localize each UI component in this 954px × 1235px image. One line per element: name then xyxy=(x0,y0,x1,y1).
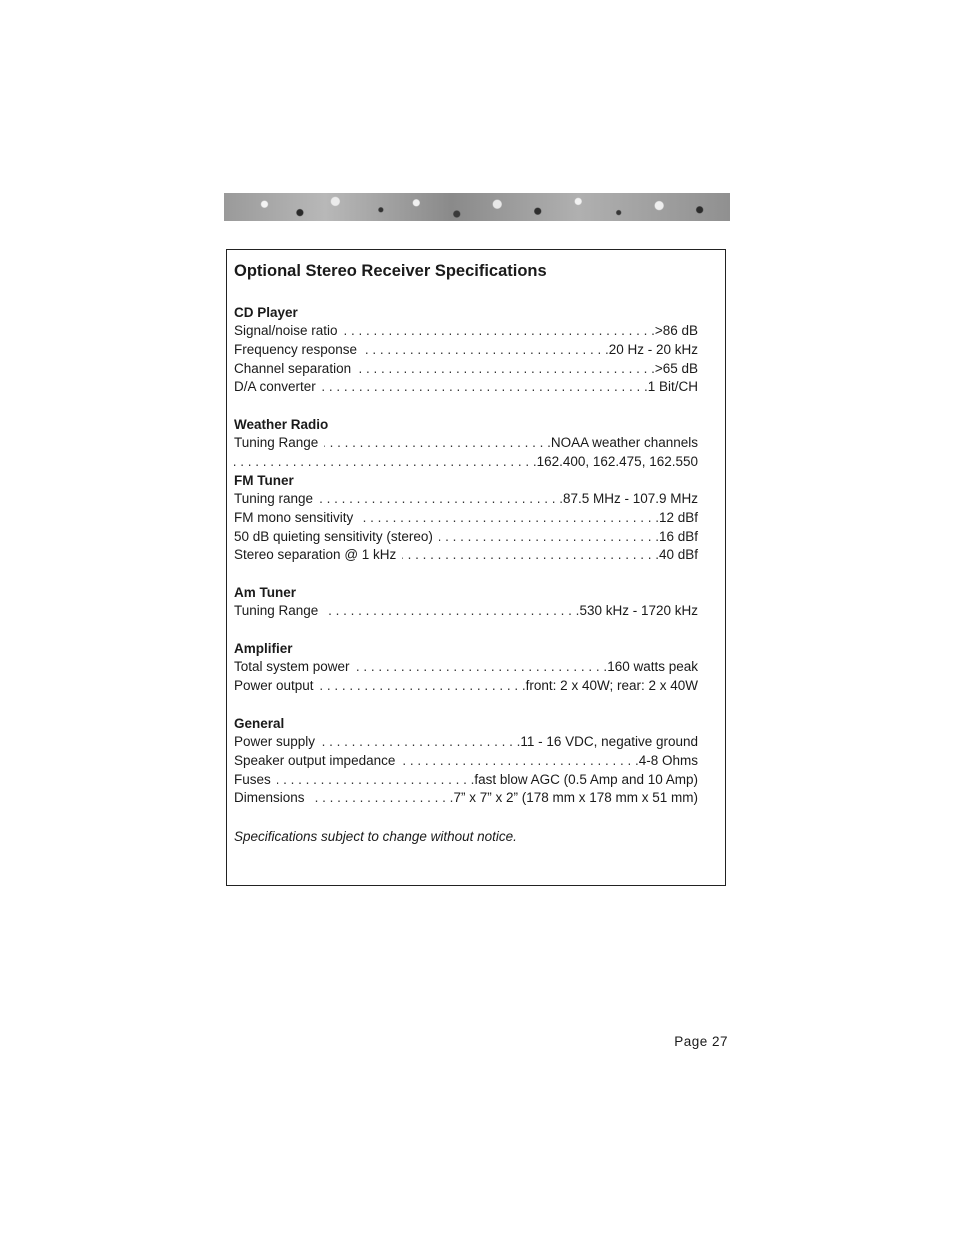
spec-row: Tuning range . . . 87.5 MHz - 107.9 MHz xyxy=(234,490,698,509)
section-amplifier xyxy=(234,639,698,696)
section-weather-radio xyxy=(234,415,698,472)
decorative-banner xyxy=(224,193,730,221)
spec-row: Speaker output impedance . . . 4-8 Ohms xyxy=(234,752,698,771)
section-general xyxy=(234,714,698,808)
spec-row: FM mono sensitivity . . . 12 dBf xyxy=(234,509,698,528)
section-am-tuner xyxy=(234,583,698,621)
spec-row: Stereo separation @ 1 kHz . . . 40 dBf xyxy=(234,546,698,565)
section-heading: Amplifier xyxy=(234,641,293,656)
spec-row: Fuses . . . fast blow AGC (0.5 Amp and 10 Amp) xyxy=(234,771,698,790)
section-fm-tuner xyxy=(234,471,698,565)
spec-row: Tuning Range . . . NOAA weather channels xyxy=(234,434,698,453)
page-number: Page 27 xyxy=(674,1034,728,1049)
spec-row: Signal/noise ratio . . . >86 dB xyxy=(234,322,698,341)
section-heading: FM Tuner xyxy=(234,473,294,488)
spec-row: Channel separation . . . >65 dB xyxy=(234,360,698,379)
spec-row: 50 dB quieting sensitivity (stereo) . . . 16 dBf xyxy=(234,528,698,547)
spec-row: Power supply . . . 11 - 16 VDC, negative ground xyxy=(234,733,698,752)
spec-row: Dimensions . . . 7” x 7” x 2” (178 mm x 178 mm x 51 mm) xyxy=(234,789,698,808)
spec-row: D/A converter . . . 1 Bit/CH xyxy=(234,378,698,397)
spec-row: Total system power . . . 160 watts peak xyxy=(234,658,698,677)
spec-row: Tuning Range . . . 530 kHz - 1720 kHz xyxy=(234,602,698,621)
section-heading: Weather Radio xyxy=(234,417,329,432)
spec-row: Frequency response . . . 20 Hz - 20 kHz xyxy=(234,341,698,360)
section-cd-player xyxy=(234,303,698,397)
spec-row: . . . 162.400, 162.475, 162.550 xyxy=(234,453,698,472)
section-heading: CD Player xyxy=(234,305,298,320)
section-heading: General xyxy=(234,716,285,731)
spec-row: Power output . . . front: 2 x 40W; rear: 2 x 40W xyxy=(234,677,698,696)
section-heading: Am Tuner xyxy=(234,585,297,600)
page-title: Optional Stereo Receiver Specifications xyxy=(234,262,547,280)
disclaimer-note: Specifications subject to change without notice. xyxy=(234,829,517,844)
